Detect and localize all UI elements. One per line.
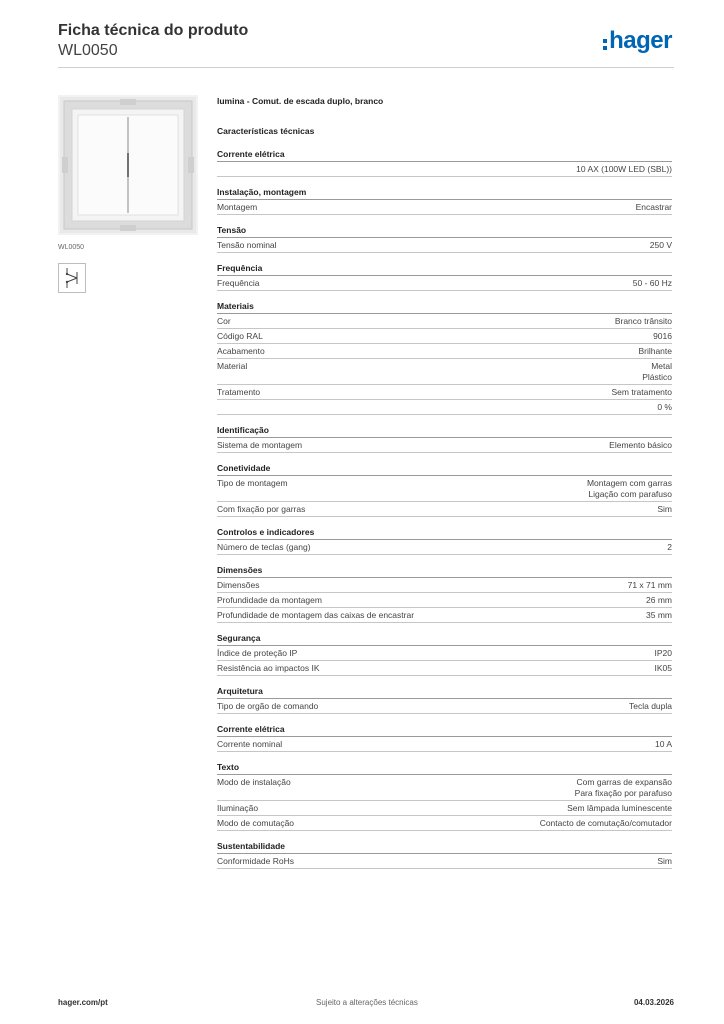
spec-value-line: 2 bbox=[667, 542, 672, 552]
spec-value bbox=[612, 387, 672, 398]
spec-section bbox=[217, 187, 672, 215]
spec-row bbox=[217, 854, 672, 869]
spec-value-line: Elemento básico bbox=[609, 440, 672, 450]
spec-value bbox=[587, 478, 672, 500]
spec-row bbox=[217, 359, 672, 385]
spec-value-line: Brilhante bbox=[638, 346, 672, 356]
spec-section bbox=[217, 527, 672, 555]
spec-value-line: Montagem com garras bbox=[586, 478, 672, 488]
spec-section bbox=[217, 565, 672, 623]
spec-value bbox=[633, 278, 672, 289]
page-header bbox=[58, 22, 674, 68]
spec-label: Frequência bbox=[217, 278, 260, 288]
spec-value-line: 35 mm bbox=[646, 610, 672, 620]
spec-row bbox=[217, 608, 672, 623]
footer-notice: Sujeito a alterações técnicas bbox=[316, 998, 418, 1007]
spec-value-line: 26 mm bbox=[646, 595, 672, 605]
spec-value bbox=[540, 818, 672, 829]
spec-value bbox=[575, 777, 672, 799]
spec-row bbox=[217, 801, 672, 816]
spec-value-line: Encastrar bbox=[635, 202, 672, 212]
spec-section bbox=[217, 762, 672, 831]
section-title: Materiais bbox=[217, 301, 672, 314]
spec-label: Sistema de montagem bbox=[217, 440, 303, 450]
spec-value-line: 71 x 71 mm bbox=[627, 580, 672, 590]
spec-label: Tipo de orgão de comando bbox=[217, 701, 319, 711]
section-title: Segurança bbox=[217, 633, 672, 646]
spec-label: Modo de instalação bbox=[217, 777, 291, 787]
spec-label: Índice de proteção IP bbox=[217, 648, 298, 658]
spec-value-line: 9016 bbox=[653, 331, 672, 341]
spec-value-line: Para fixação por parafuso bbox=[574, 788, 672, 798]
section-title: Texto bbox=[217, 762, 672, 775]
spec-value-line: Metal bbox=[651, 361, 672, 371]
spec-section bbox=[217, 633, 672, 676]
section-title: Frequência bbox=[217, 263, 672, 276]
spec-value-line: Sim bbox=[657, 856, 672, 866]
logo-text: hager bbox=[609, 27, 672, 54]
logo-dots-icon bbox=[603, 39, 607, 50]
spec-label: Profundidade de montagem das caixas de encastrar bbox=[217, 610, 415, 620]
spec-value bbox=[646, 595, 672, 606]
spec-label: Montagem bbox=[217, 202, 258, 212]
spec-sections bbox=[217, 149, 672, 869]
spec-value-line: Sim bbox=[657, 504, 672, 514]
spec-label: Tensão nominal bbox=[217, 240, 277, 250]
spec-row bbox=[217, 200, 672, 215]
spec-label: Corrente nominal bbox=[217, 739, 283, 749]
product-image bbox=[58, 95, 198, 235]
product-name: lumina - Comut. de escada duplo, branco bbox=[217, 96, 384, 106]
spec-value bbox=[576, 164, 672, 175]
spec-value-line: 50 - 60 Hz bbox=[632, 278, 672, 288]
section-title: Controlos e indicadores bbox=[217, 527, 672, 540]
spec-value-line: Sem lâmpada luminescente bbox=[567, 803, 672, 813]
spec-value-line: Com garras de expansão bbox=[576, 777, 672, 787]
section-title: Sustentabilidade bbox=[217, 841, 672, 854]
spec-content bbox=[217, 95, 672, 879]
spec-value bbox=[657, 402, 672, 413]
section-title: Identificação bbox=[217, 425, 672, 438]
image-code-label: WL0050 bbox=[58, 244, 85, 251]
spec-label: Iluminação bbox=[217, 803, 259, 813]
hager-logo[interactable] bbox=[603, 28, 672, 54]
spec-row bbox=[217, 400, 672, 415]
spec-value bbox=[609, 440, 672, 451]
section-title: Corrente elétrica bbox=[217, 724, 672, 737]
spec-row bbox=[217, 314, 672, 329]
spec-label: Tratamento bbox=[217, 387, 261, 397]
spec-value bbox=[667, 542, 672, 553]
section-title: Conetividade bbox=[217, 463, 672, 476]
section-title: Instalação, montagem bbox=[217, 187, 672, 200]
spec-label: Tipo de montagem bbox=[217, 478, 288, 488]
section-title: Corrente elétrica bbox=[217, 149, 672, 162]
spec-row bbox=[217, 476, 672, 502]
section-title: Tensão bbox=[217, 225, 672, 238]
spec-section bbox=[217, 724, 672, 752]
spec-row bbox=[217, 438, 672, 453]
spec-label: Código RAL bbox=[217, 331, 263, 341]
spec-label: Cor bbox=[217, 316, 231, 326]
spec-value bbox=[629, 701, 672, 712]
spec-row bbox=[217, 661, 672, 676]
spec-value-line: 10 AX (100W LED (SBL)) bbox=[576, 164, 672, 174]
spec-value bbox=[655, 739, 672, 750]
spec-section bbox=[217, 149, 672, 177]
spec-row bbox=[217, 646, 672, 661]
spec-value bbox=[636, 202, 672, 213]
spec-section bbox=[217, 686, 672, 714]
spec-row bbox=[217, 737, 672, 752]
section-title: Arquitetura bbox=[217, 686, 672, 699]
spec-value-line: Tecla dupla bbox=[628, 701, 672, 711]
spec-value bbox=[655, 663, 673, 674]
footer-date: 04.03.2026 bbox=[633, 998, 674, 1007]
spec-row bbox=[217, 775, 672, 801]
spec-value bbox=[642, 361, 672, 383]
spec-value-line: IP20 bbox=[654, 648, 672, 658]
spec-value bbox=[638, 346, 672, 357]
spec-value bbox=[655, 648, 673, 659]
spec-section bbox=[217, 225, 672, 253]
spec-label: Acabamento bbox=[217, 346, 265, 356]
spec-row bbox=[217, 385, 672, 400]
spec-value-line: IK05 bbox=[654, 663, 672, 673]
spec-label: Modo de comutação bbox=[217, 818, 295, 828]
spec-value-line: 0 % bbox=[657, 402, 672, 412]
spec-value-line: Ligação com parafuso bbox=[588, 489, 672, 499]
spec-value bbox=[650, 240, 672, 251]
spec-row bbox=[217, 540, 672, 555]
spec-row bbox=[217, 699, 672, 714]
spec-label bbox=[217, 164, 576, 175]
spec-row bbox=[217, 344, 672, 359]
spec-section bbox=[217, 425, 672, 453]
page-title: Ficha técnica do produto bbox=[58, 22, 249, 39]
spec-value bbox=[615, 316, 672, 327]
spec-row bbox=[217, 238, 672, 253]
spec-row bbox=[217, 593, 672, 608]
footer-website-link[interactable]: hager.com/pt bbox=[58, 998, 108, 1007]
spec-row bbox=[217, 276, 672, 291]
spec-label: Número de teclas (gang) bbox=[217, 542, 311, 552]
two-way-switch-symbol-icon bbox=[58, 263, 86, 293]
spec-label: Resistência ao impactos IK bbox=[217, 663, 320, 673]
spec-label: Conformidade RoHs bbox=[217, 856, 295, 866]
spec-section bbox=[217, 841, 672, 869]
product-code: WL0050 bbox=[58, 42, 118, 59]
spec-row bbox=[217, 329, 672, 344]
wall-switch-image bbox=[58, 95, 198, 235]
spec-value-line: Branco trânsito bbox=[614, 316, 672, 326]
spec-row bbox=[217, 502, 672, 517]
spec-value-line: Plástico bbox=[642, 372, 672, 382]
spec-row bbox=[217, 816, 672, 831]
spec-label: Material bbox=[217, 361, 248, 371]
spec-section bbox=[217, 463, 672, 517]
spec-label: Com fixação por garras bbox=[217, 504, 306, 514]
spec-label bbox=[217, 402, 657, 413]
spec-value-line: 10 A bbox=[654, 739, 672, 749]
spec-section bbox=[217, 263, 672, 291]
spec-label: Dimensões bbox=[217, 580, 260, 590]
spec-value-line: Contacto de comutação/comutador bbox=[539, 818, 672, 828]
spec-value bbox=[628, 580, 672, 591]
spec-section bbox=[217, 301, 672, 415]
spec-label: Profundidade da montagem bbox=[217, 595, 322, 605]
spec-value bbox=[657, 856, 672, 867]
spec-row bbox=[217, 162, 672, 177]
spec-value-line: 250 V bbox=[649, 240, 672, 250]
spec-value bbox=[657, 504, 672, 515]
spec-value bbox=[567, 803, 672, 814]
spec-value-line: Sem tratamento bbox=[611, 387, 672, 397]
section-title: Dimensões bbox=[217, 565, 672, 578]
spec-value bbox=[646, 610, 672, 621]
spec-row bbox=[217, 578, 672, 593]
spec-value bbox=[653, 331, 672, 342]
specs-heading: Características técnicas bbox=[217, 126, 315, 136]
